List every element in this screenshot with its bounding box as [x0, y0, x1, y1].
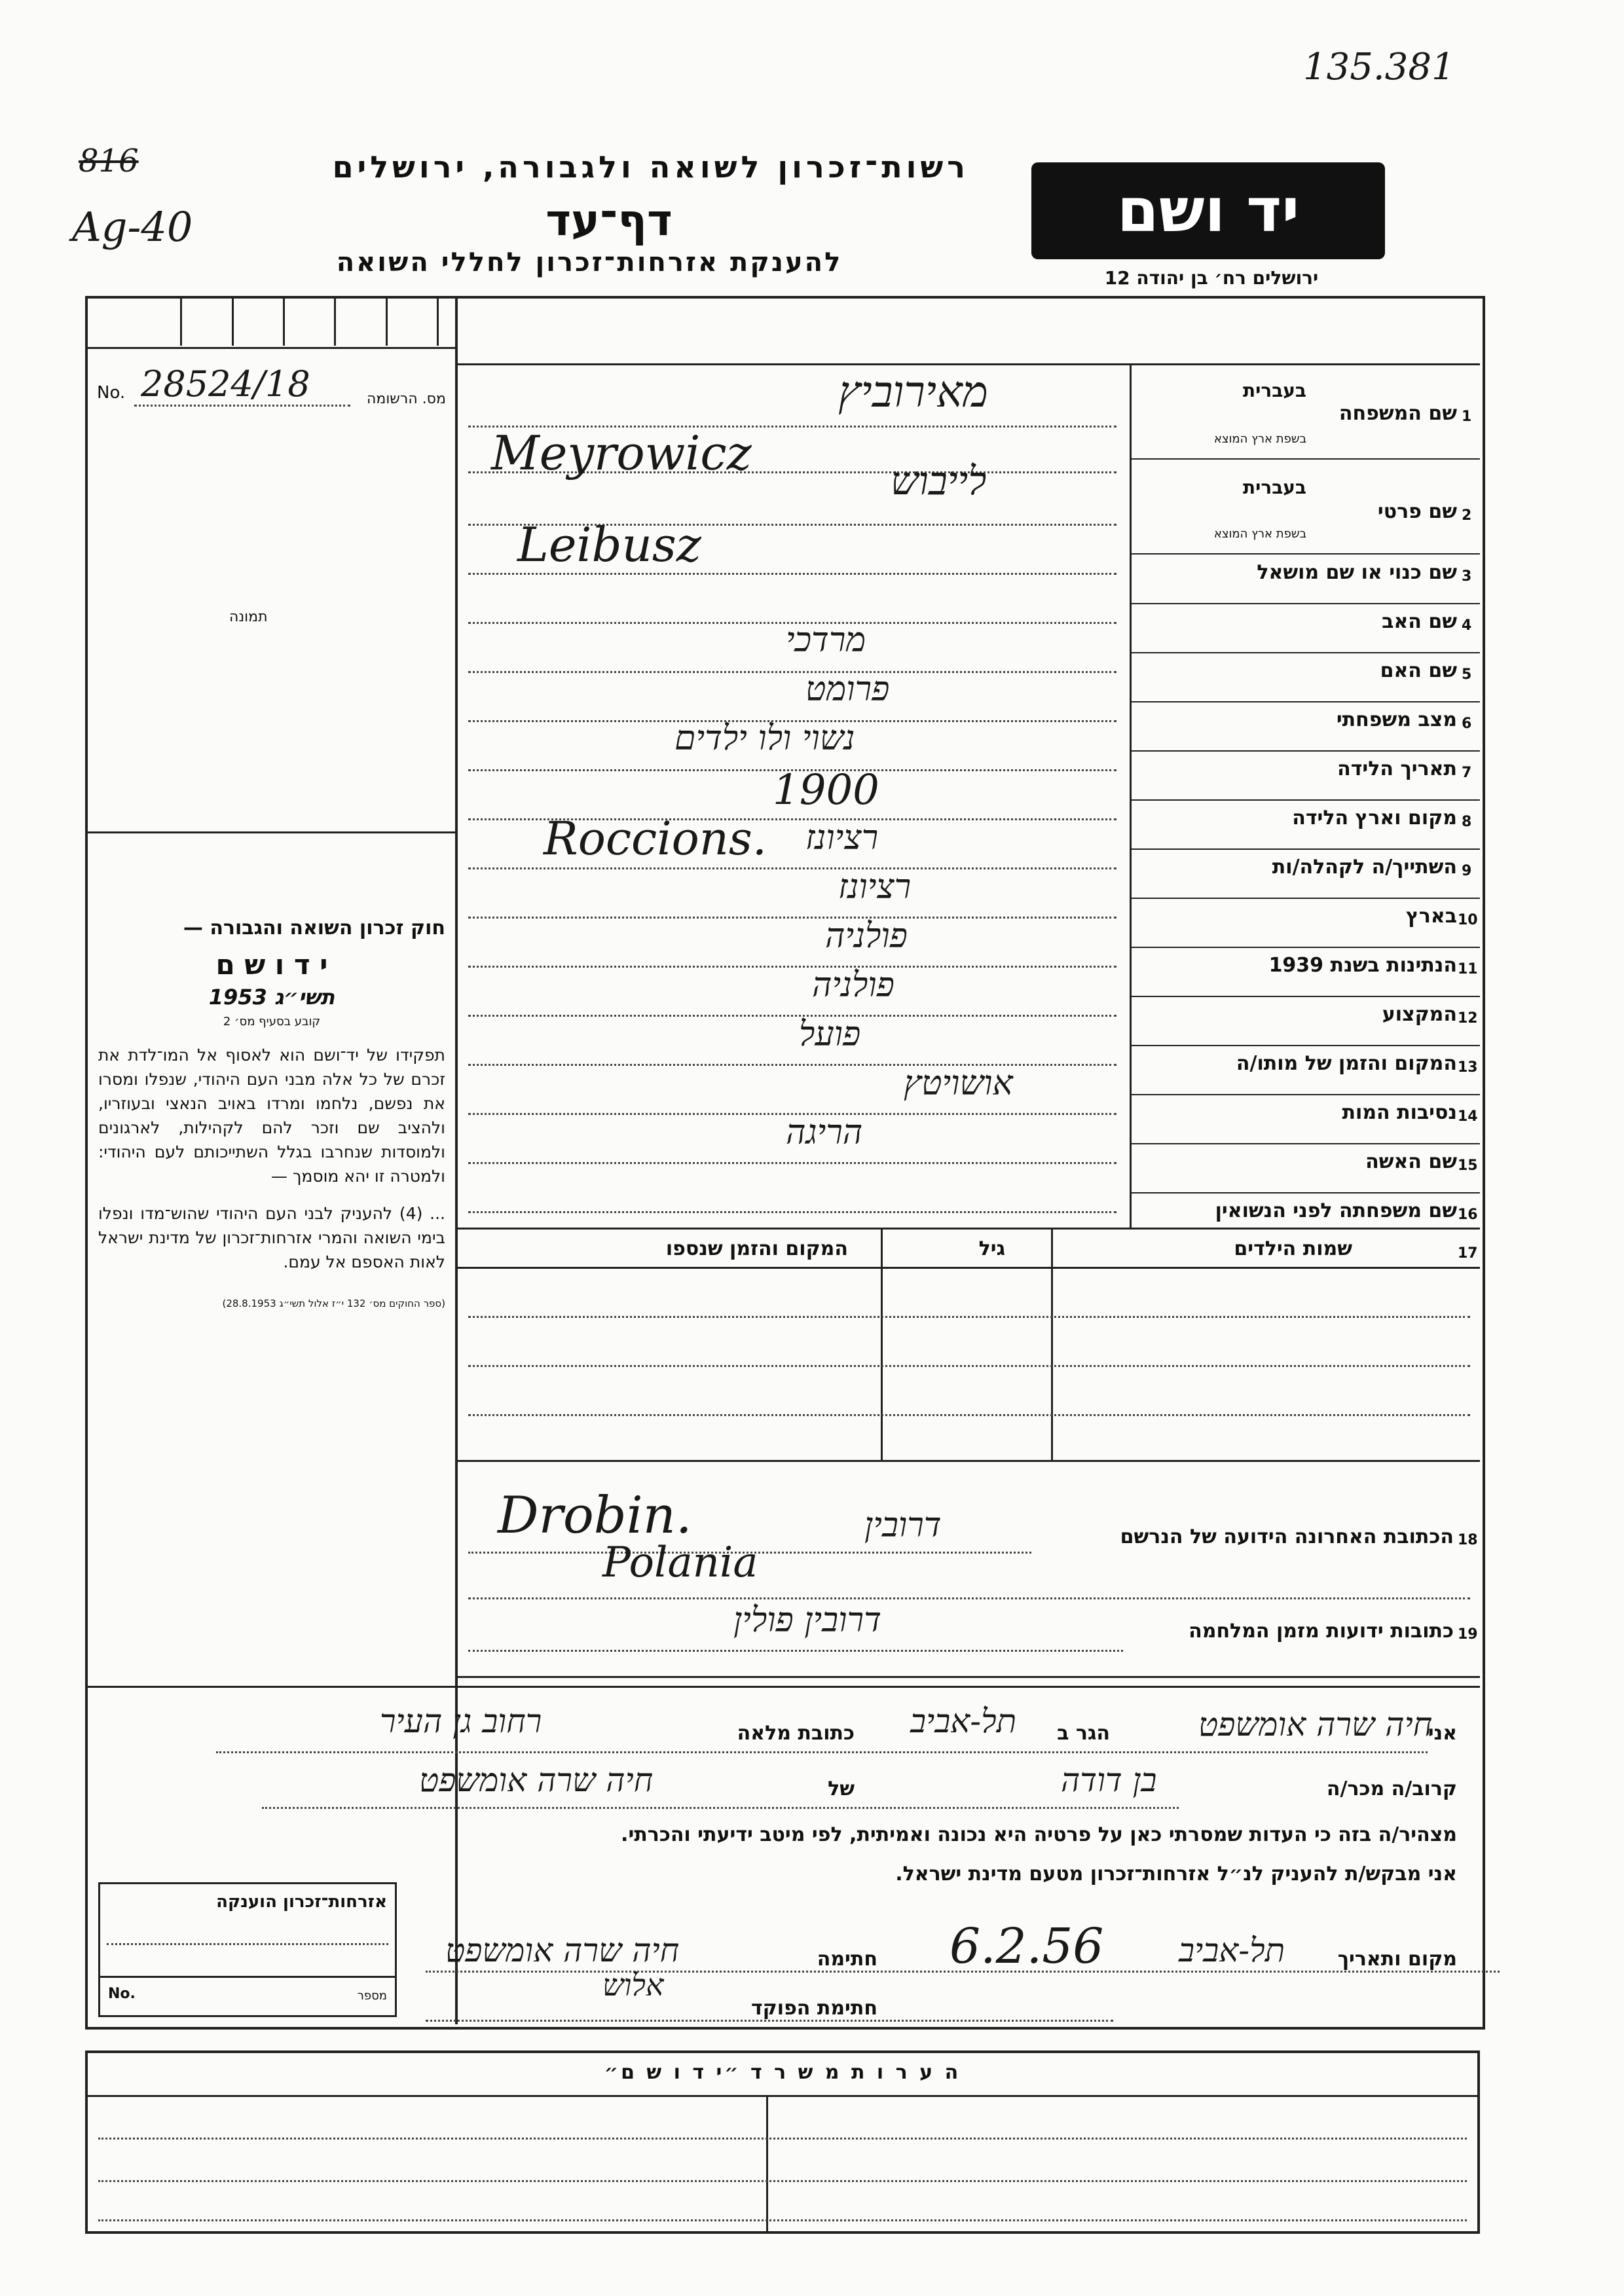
law-paragraph-2: ... (4) להעניק לבני העם היהודי שהוש־מדו ונפלו בימי השואה והמרי אזרחות־זכרון של מדינת ישראל לאות האספם אל עמם. — [98, 1204, 446, 1271]
officer-signature-value: אלוש — [602, 1967, 664, 2003]
logo — [1031, 162, 1385, 259]
law-paragraph-1: תפקידו של יד־ושם הוא לאסוף אל המו־לדת את זכרם של כל אלה מבני העם היהודי, שנפלו ומסרו את נפשם, נלחמו ומרדו באויב הנאצי ובעוזריו, ולהציב שם וזכר להם לקהילות, לארגונים ולמוסדות שנחרבו בגלל השתייכותם לעם היהודי: ולמטרה זו יהא מוסמך — — [98, 1046, 445, 1186]
field-1-sub-origin: בשפת ארץ המוצא — [1213, 432, 1306, 446]
children-col-age: גיל — [978, 1237, 1005, 1260]
place-value: תל-אביב — [1179, 1931, 1285, 1969]
field-12-value: פועל — [799, 1015, 861, 1054]
field-4-value: מרדכי — [786, 621, 866, 660]
field-13-label: המקום והזמן של מותו/ה — [1236, 1052, 1457, 1075]
law-citation: (ספר החוקים מס׳ 132 י״ז אלול תשי״ג 28.8.1953) — [222, 1298, 445, 1309]
field-8-number: 8 — [1462, 814, 1472, 830]
field-15-number: 15 — [1458, 1157, 1478, 1174]
citizenship-box-no: No. — [108, 1986, 136, 2002]
field-12-number: 12 — [1458, 1010, 1478, 1027]
field-1-value-hebrew: מאירוביץ — [838, 367, 988, 417]
registration-no-label: No. — [97, 383, 126, 403]
field-19-value: דרובין פולין — [733, 1601, 881, 1640]
field-2-label: שם פרטי — [1377, 500, 1457, 523]
relationship-value: בן דודה — [1061, 1761, 1157, 1799]
field-2-sub-origin: בשפת ארץ המוצא — [1213, 527, 1306, 541]
signature-label: חתימה — [817, 1948, 877, 1971]
relationship-label: קרוב/ה מכר/ה — [1326, 1777, 1457, 1800]
declaration-statement: מצהיר/ה בזה כי העדות שמסרתי כאן על פרטיה היא נכונה ואמיתית, לפי מיטב ידיעתי והכרתי. — [621, 1823, 1457, 1846]
declarant-name: חיה שרה אומשפט — [1198, 1705, 1433, 1743]
field-7-number: 7 — [1462, 765, 1472, 781]
field-2-value-latin: Leibusz — [517, 517, 701, 572]
declarant-address: רחוב גן העיר — [380, 1702, 542, 1740]
field-16-number: 16 — [1458, 1207, 1478, 1223]
law-title: חוק זכרון השואה והגבורה — — [183, 917, 445, 939]
citizenship-box — [98, 1882, 397, 2017]
citizenship-box-title: אזרחות־זכרון הוענקה — [216, 1892, 387, 1912]
field-8-label: מקום וארץ הלידה — [1292, 807, 1457, 829]
logo-text: יד ושם — [1116, 175, 1300, 246]
field-19-label: כתובות ידועות מזמן המלחמה — [1189, 1620, 1454, 1643]
field-14-label: נסיבות המות — [1342, 1101, 1457, 1124]
field-5-number: 5 — [1462, 666, 1472, 683]
field-13-number: 13 — [1458, 1059, 1478, 1076]
law-year: תשי״ג 1953 — [208, 985, 335, 1010]
citizenship-box-number-label: מספר — [357, 1989, 387, 2003]
children-col-names: שמות הילדים — [1234, 1237, 1352, 1260]
field-18-value-hebrew: דרובין — [864, 1506, 942, 1545]
signature-value: חיה שרה אומשפט — [445, 1931, 680, 1969]
field-10-label: בארץ — [1405, 905, 1457, 928]
field-5-label: שם האם — [1380, 659, 1457, 682]
field-16-label: שם משפחתה לפני הנשואין — [1215, 1199, 1457, 1222]
field-9-label: השתייך/ה לקהלה/ות — [1272, 856, 1457, 879]
relationship-of-label: של — [828, 1777, 855, 1800]
field-5-value: פרומט — [805, 670, 890, 709]
field-1-value-latin: Meyrowicz — [491, 426, 752, 481]
field-6-value: נשוי ולו ילדים — [674, 719, 855, 758]
law-clause: קובע בסעיף מס׳ 2 — [223, 1015, 321, 1029]
declaration-prefix: אני — [1428, 1722, 1457, 1745]
archive-code: Ag-40 — [72, 203, 193, 251]
field-18-label: הכתובת האחרונה הידועה של הנרשם — [1120, 1525, 1454, 1548]
field-15-label: שם האשה — [1365, 1150, 1457, 1173]
declaration-address-label: כתובת מלאה — [737, 1722, 855, 1745]
field-1-number: 1 — [1462, 409, 1472, 425]
field-13-value: אושויטץ — [904, 1064, 1013, 1103]
field-6-number: 6 — [1462, 716, 1472, 732]
registration-number: 28524/18 — [141, 363, 310, 405]
children-col-place: המקום והזמן שנספו — [665, 1237, 848, 1260]
field-2-value-hebrew: לייבוש — [891, 458, 987, 504]
field-8-value-latin: Roccions. — [544, 812, 767, 866]
office-remarks-title: ה ע ר ו ת מ ש ר ד ״י ד ו ש ם״ — [604, 2061, 961, 2084]
date-value: 6.2.56 — [950, 1918, 1104, 1975]
field-11-label: הנתינות בשנת 1939 — [1268, 954, 1457, 977]
form-title: דף־עד — [545, 195, 673, 246]
field-1-label: שם המשפחה — [1338, 402, 1457, 425]
field-11-value: פולניה — [812, 966, 895, 1005]
photo-label: תמונה — [229, 609, 268, 625]
field-6-label: מצב משפחתי — [1336, 708, 1457, 731]
children-number: 17 — [1458, 1245, 1478, 1262]
field-3-label: שם כנוי או שם מושאל — [1257, 561, 1457, 584]
declaration-resides-label: הגר ב — [1057, 1722, 1110, 1745]
law-name: י ד ו ש ם — [215, 949, 328, 981]
field-7-label: תאריך הלידה — [1337, 757, 1457, 780]
crossed-number: 816 — [79, 143, 139, 179]
field-19-number: 19 — [1458, 1626, 1478, 1643]
archive-number: 135.381 — [1303, 46, 1455, 88]
relationship-name: חיה שרה אומשפט — [419, 1761, 654, 1799]
logo-address: ירושלים רח׳ בן יהודה 12 — [1104, 267, 1319, 289]
field-10-value: פולניה — [825, 917, 908, 956]
field-2-number: 2 — [1462, 507, 1472, 524]
field-12-label: המקצוע — [1382, 1003, 1457, 1026]
field-4-label: שם האב — [1382, 610, 1457, 633]
place-date-label: מקום ותאריך — [1337, 1948, 1457, 1971]
registration-label: מס. הרשומה — [367, 391, 446, 407]
field-3-number: 3 — [1462, 568, 1472, 585]
field-2-sub-hebrew: בעברית — [1242, 477, 1306, 498]
field-4-number: 4 — [1462, 617, 1472, 634]
field-10-number: 10 — [1458, 912, 1478, 928]
field-7-value: 1900 — [773, 766, 879, 814]
field-1-sub-hebrew: בעברית — [1242, 380, 1306, 401]
field-11-number: 11 — [1458, 961, 1478, 977]
field-8-value-hebrew: רציונז — [805, 818, 879, 858]
field-18-number: 18 — [1458, 1532, 1478, 1548]
field-18-value-latin-1: Drobin. — [498, 1486, 692, 1545]
declarant-city: תל-אביב — [910, 1702, 1017, 1740]
officer-signature-label: חתימת הפוקד — [751, 1997, 877, 2020]
registration-boxes — [131, 299, 439, 346]
field-9-value: רציונז — [838, 867, 912, 907]
field-14-number: 14 — [1458, 1108, 1478, 1125]
field-9-number: 9 — [1462, 863, 1472, 879]
law-block — [98, 917, 445, 1309]
form-subtitle: להענקת אזרחות־זכרון לחללי השואה — [336, 247, 843, 278]
field-14-value: הריגה — [786, 1113, 863, 1152]
authority-line: רשות־זכרון לשואה ולגבורה, ירושלים — [332, 149, 969, 185]
field-18-value-latin-2: Polania — [602, 1539, 758, 1587]
declaration-request: אני מבקש/ת להעניק לנ״ל אזרחות־זכרון מטעם מדינת ישראל. — [895, 1863, 1457, 1886]
